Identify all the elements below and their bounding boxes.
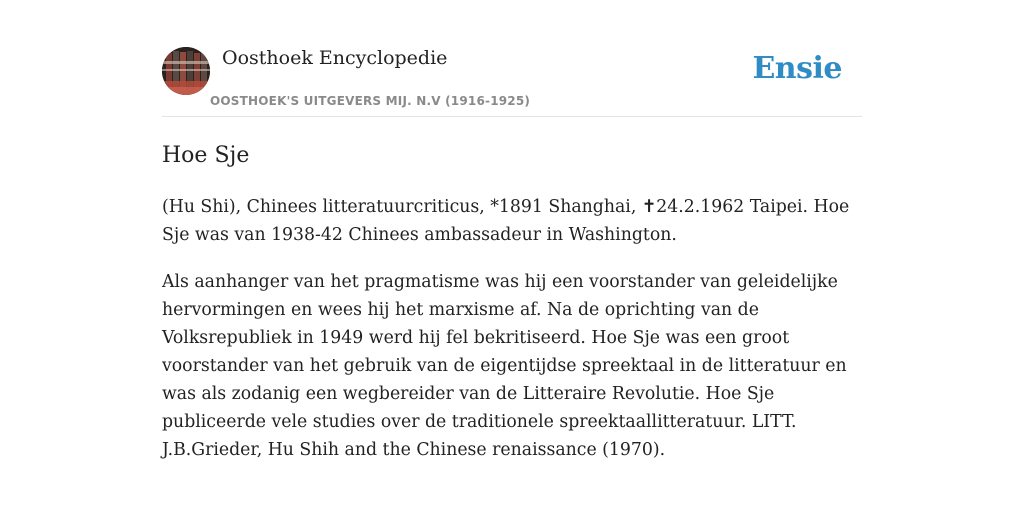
source-header — [162, 46, 862, 117]
entry-body — [162, 193, 862, 464]
source-title[interactable]: Oosthoek Encyclopedie — [222, 47, 448, 69]
source-subtitle: OOSTHOEK'S UITGEVERS MIJ. N.V (1916-1925) — [210, 94, 531, 108]
entry-card — [162, 46, 862, 464]
entry-title: Hoe Sje — [162, 143, 250, 168]
book-spines-icon[interactable] — [162, 47, 210, 95]
brand-logo[interactable]: Ensie — [752, 51, 842, 86]
entry-paragraph: Als aanhanger van het pragmatisme was hij een voorstander van geleidelijke hervormingen en wees hij het marxisme af. Na de oprichting van de Volksrepubliek in 1949 werd hij fel bekritiseerd. Hoe Sje was een groot voorstander van het gebruik van de eigentijdse spreektaal in de litteratuur en was als zodanig een wegbereider van de Litteraire Revolutie. Hoe Sje publiceerde vele studies over de traditionele spreektaallitteratuur. LITT. J.B.Grieder, Hu Shih and the Chinese renaissance (1970). — [162, 272, 847, 460]
entry-paragraph: (Hu Shi), Chinees litteratuurcriticus, *1891 Shanghai, ✝24.2.1962 Taipei. Hoe Sje was van 1938-42 Chinees ambassadeur in Washington. — [162, 197, 850, 245]
